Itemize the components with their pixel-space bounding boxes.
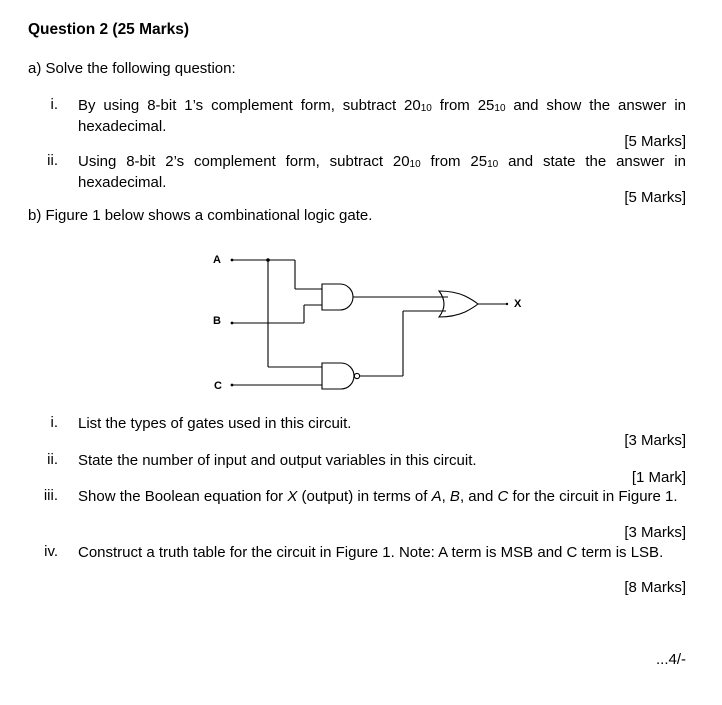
or-gate	[439, 291, 478, 317]
nand-gate	[322, 363, 354, 389]
part-a-label: a)	[28, 60, 42, 77]
part-b-item-2-number: ii.	[47, 451, 58, 468]
page-continuation-marker: ...4/-	[655, 651, 686, 668]
input-label-b: B	[213, 315, 221, 327]
part-a-item-2-marks: [5 Marks]	[624, 189, 686, 206]
part-b-item-4-number: iv.	[44, 543, 58, 560]
part-a-item-1-marks: [5 Marks]	[624, 133, 686, 150]
part-b-item-3-number: iii.	[43, 487, 58, 504]
nand-bubble	[354, 373, 359, 378]
part-b-text: Figure 1 below shows a combinational logic gate.	[45, 207, 373, 224]
part-b-item-3-marks: [3 Marks]	[624, 524, 686, 541]
question-title: Question 2 (25 Marks)	[28, 21, 190, 38]
input-label-c: C	[214, 380, 222, 392]
part-b-item-4-marks: [8 Marks]	[624, 579, 686, 596]
part-a-text: Solve the following question:	[45, 60, 236, 77]
part-a-item-1-text: By using 8-bit 1’s complement form, subtract $20_{10}$ from $25_{10}$ and show the answer in hexadecimal.	[78, 97, 687, 135]
output-label-x: X	[514, 298, 522, 310]
part-b-item-3-text: Show the Boolean equation for X (output) in terms of A, B, and C for the circuit in Figure 1.	[78, 488, 678, 505]
junction-dot	[266, 258, 270, 262]
input-label-a: A	[213, 254, 221, 266]
part-a-item-1-number: i.	[50, 96, 58, 113]
part-b-label: b)	[28, 207, 42, 224]
part-b-item-1-number: i.	[50, 414, 58, 431]
part-b-item-1-marks: [3 Marks]	[624, 432, 686, 449]
part-a-item-2-text: Using 8-bit 2’s complement form, subtract $20_{10}$ from $25_{10}$ and state the answer in hexadecimal.	[78, 153, 686, 191]
part-b-item-4-text: Construct a truth table for the circuit in Figure 1. Note: A term is MSB and C term is LSB.	[78, 544, 664, 561]
part-b-item-1-text: List the types of gates used in this circuit.	[78, 415, 352, 432]
part-b-item-2-marks: [1 Mark]	[631, 469, 686, 486]
part-a-item-2-number: ii.	[47, 152, 58, 169]
and-gate	[322, 284, 353, 310]
part-b-item-2-text: State the number of input and output variables in this circuit.	[78, 452, 477, 469]
